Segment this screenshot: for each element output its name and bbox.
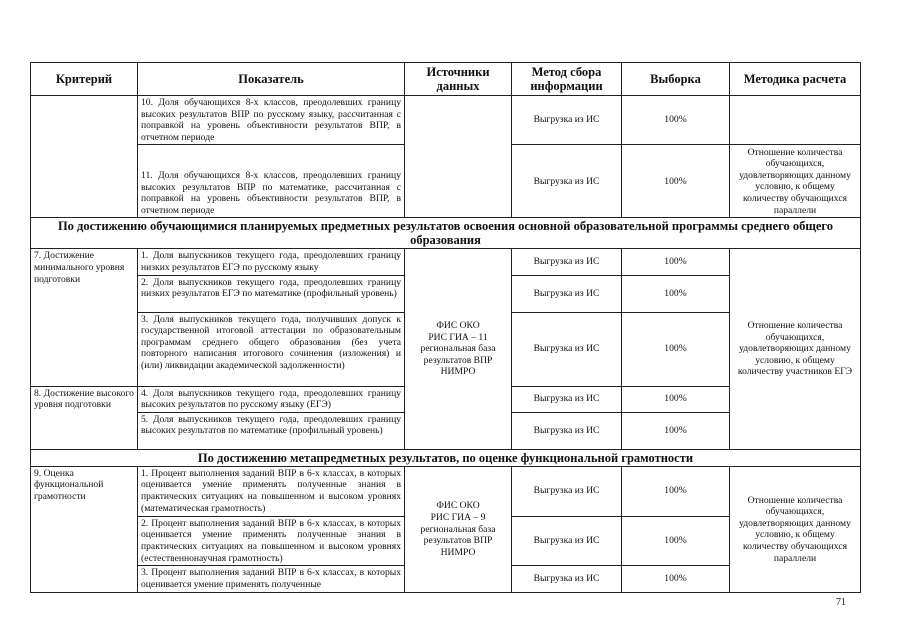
source-line: НИМРО bbox=[440, 366, 476, 378]
section-heading-row bbox=[31, 218, 861, 249]
source-line: РИС ГИА – 9 bbox=[430, 512, 486, 524]
indicator-cell: 11. Доля обучающихся 8-х классов, преодолевших границу высоких результатов ВПР по математике, рассчитанная с поправкой на уровень объективности результатов ВПР, в отчетном периоде bbox=[138, 145, 405, 218]
indicator-cell: 5. Доля выпускников текущего года, преодолевших границу высоких результатов по математике (профильный уровень) bbox=[138, 412, 405, 449]
indicator-cell: 2. Процент выполнения заданий ВПР в 6-х классах, в которых оценивается умение применять полученные знания в практических ситуациях на повышенном и высоком уровнях (естественнонаучная грамотность) bbox=[138, 516, 405, 565]
source-line: ФИС ОКО bbox=[436, 500, 480, 512]
table-row bbox=[31, 249, 861, 275]
method-cell: Выгрузка из ИС bbox=[512, 96, 622, 145]
indicator-cell: 4. Доля выпускников текущего года, преодолевших границу высоких результатов по русскому языку (ЕГЭ) bbox=[138, 386, 405, 412]
indicator-cell: 1. Процент выполнения заданий ВПР в 6-х классах, в которых оценивается умение применять полученные знания в практических ситуациях на повышенном и высоком уровнях (математическая грамотность) bbox=[138, 466, 405, 516]
source-line: РИС ГИА – 11 bbox=[428, 331, 488, 343]
sources-cell bbox=[405, 249, 512, 449]
section-heading: По достижению обучающимися планируемых предметных результатов освоения основной образовательной программы среднего общего образования bbox=[31, 218, 861, 249]
header-calculation: Методика расчета bbox=[730, 63, 861, 96]
sample-cell: 100% bbox=[622, 249, 730, 275]
section-heading: По достижению метапредметных результатов, по оценке функциональной грамотности bbox=[31, 449, 861, 466]
source-line: региональная база результатов ВПР bbox=[420, 523, 496, 547]
sample-cell: 100% bbox=[622, 275, 730, 312]
header-sample: Выборка bbox=[622, 63, 730, 96]
header-indicator: Показатель bbox=[138, 63, 405, 96]
source-line: НИМРО bbox=[440, 546, 476, 558]
sample-cell: 100% bbox=[622, 466, 730, 516]
calculation-cell: Отношение количества обучающихся, удовлетворяющих данному условию, к общему количеству обучающихся параллели bbox=[730, 466, 861, 592]
sample-cell: 100% bbox=[622, 96, 730, 145]
method-cell: Выгрузка из ИС bbox=[512, 275, 622, 312]
criterion-cell: 9. Оценка функциональной грамотности bbox=[31, 466, 138, 592]
header-method: Метод сбора информации bbox=[512, 63, 622, 96]
sample-cell: 100% bbox=[622, 312, 730, 386]
calculation-cell-empty bbox=[730, 96, 861, 145]
criterion-cell: 8. Достижение высокого уровня подготовки bbox=[31, 386, 138, 449]
source-line: региональная база результатов ВПР bbox=[420, 343, 496, 366]
source-line: ФИС ОКО bbox=[436, 320, 480, 332]
sample-cell: 100% bbox=[622, 516, 730, 565]
method-cell: Выгрузка из ИС bbox=[512, 466, 622, 516]
calculation-cell: Отношение количества обучающихся, удовлетворяющих данному условию, к общему количеству обучающихся параллели bbox=[730, 145, 861, 218]
method-cell: Выгрузка из ИС bbox=[512, 145, 622, 218]
method-cell: Выгрузка из ИС bbox=[512, 516, 622, 565]
indicator-cell: 3. Процент выполнения заданий ВПР в 6-х классах, в которых оценивается умение применять полученные bbox=[138, 566, 405, 593]
page-number: 71 bbox=[836, 597, 846, 608]
sample-cell: 100% bbox=[622, 566, 730, 593]
method-cell: Выгрузка из ИС bbox=[512, 312, 622, 386]
criterion-cell: 7. Достижение минимального уровня подготовки bbox=[31, 249, 138, 386]
header-criterion: Критерий bbox=[31, 63, 138, 96]
sources-cell bbox=[405, 466, 512, 592]
calculation-cell: Отношение количества обучающихся, удовлетворяющих данному условию, к общему количеству участников ЕГЭ bbox=[730, 249, 861, 449]
method-cell: Выгрузка из ИС bbox=[512, 249, 622, 275]
table-row bbox=[31, 96, 861, 145]
sample-cell: 100% bbox=[622, 386, 730, 412]
indicator-cell: 3. Доля выпускников текущего года, получивших допуск к государственной итоговой аттестации по образовательным программам среднего общего образования (без учета повторного написания итогового сочинения (изложения) и (или) ликвидации академической задолженности) bbox=[138, 312, 405, 386]
method-cell: Выгрузка из ИС bbox=[512, 412, 622, 449]
method-cell: Выгрузка из ИС bbox=[512, 566, 622, 593]
table-row bbox=[31, 466, 861, 516]
header-sources: Источники данных bbox=[405, 63, 512, 96]
sample-cell: 100% bbox=[622, 412, 730, 449]
sample-cell: 100% bbox=[622, 145, 730, 218]
section-heading-row bbox=[31, 449, 861, 466]
criterion-cell bbox=[31, 96, 138, 218]
indicator-cell: 10. Доля обучающихся 8-х классов, преодолевших границу высоких результатов ВПР по русскому языку, рассчитанная с поправкой на уровень объективности результатов ВПР, в отчетном периоде bbox=[138, 96, 405, 145]
indicators-table bbox=[30, 62, 861, 593]
indicator-cell: 2. Доля выпускников текущего года, преодолевших границу низких результатов ЕГЭ по математике (профильный уровень) bbox=[138, 275, 405, 312]
table-header-row bbox=[31, 63, 861, 96]
indicator-cell: 1. Доля выпускников текущего года, преодолевших границу низких результатов ЕГЭ по русскому языку bbox=[138, 249, 405, 275]
sources-cell bbox=[405, 96, 512, 218]
method-cell: Выгрузка из ИС bbox=[512, 386, 622, 412]
